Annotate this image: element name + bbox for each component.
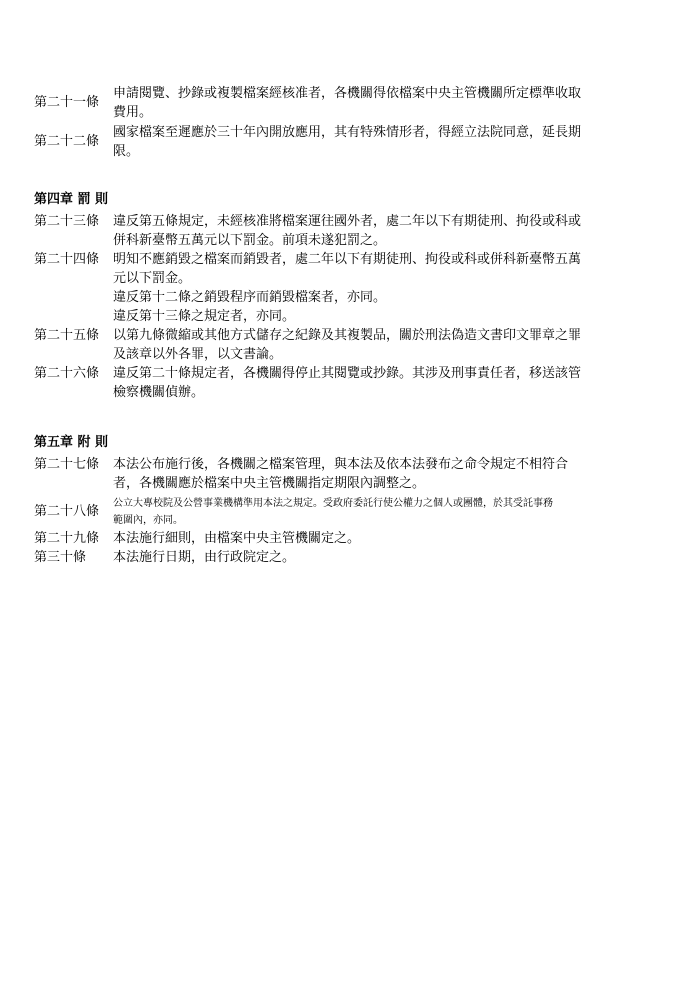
article-22 bbox=[0, 123, 700, 161]
article-30 bbox=[0, 548, 700, 567]
article-line: 本法公布施行後，各機關之檔案管理，與本法及依本法發布之命令規定不相符合 bbox=[113, 457, 569, 472]
article-29 bbox=[0, 529, 700, 548]
chapter-3-section bbox=[0, 84, 700, 161]
article-label: 第二十三條 bbox=[34, 214, 100, 229]
article-line: 違反第十三條之規定者，亦同。 bbox=[113, 309, 296, 324]
article-line: 國家檔案至遲應於三十年內開放應用，其有特殊情形者，得經立法院同意，延長期 bbox=[113, 125, 582, 140]
article-text bbox=[113, 326, 623, 364]
article-text bbox=[113, 364, 623, 402]
article-line: 元以下罰金。 bbox=[113, 271, 192, 286]
article-line: 併科新臺幣五萬元以下罰金。前項未遂犯罰之。 bbox=[113, 233, 387, 248]
article-line: 違反第五條規定，未經核准將檔案運往國外者，處二年以下有期徒刑、拘役或科或 bbox=[113, 214, 582, 229]
article-line: 申請閱覽、抄錄或複製檔案經核准者，各機關得依檔案中央主管機關所定標準收取 bbox=[113, 86, 582, 101]
article-label: 第二十八條 bbox=[34, 504, 100, 519]
article-24 bbox=[0, 250, 700, 326]
chapter-heading: 第四章 罰 則 bbox=[34, 192, 109, 207]
article-text bbox=[113, 84, 623, 122]
article-line: 本法施行細則，由檔案中央主管機關定之。 bbox=[113, 531, 361, 546]
article-label: 第二十七條 bbox=[34, 457, 100, 472]
article-label: 第二十九條 bbox=[34, 531, 100, 546]
article-label: 第二十五條 bbox=[34, 328, 100, 343]
article-line: 違反第十二條之銷毀程序而銷毀檔案者，亦同。 bbox=[113, 290, 387, 305]
article-27 bbox=[0, 455, 700, 493]
article-label: 第二十六條 bbox=[34, 366, 100, 381]
article-text bbox=[113, 495, 623, 529]
article-text bbox=[113, 455, 623, 493]
article-text bbox=[113, 212, 623, 250]
article-28 bbox=[0, 495, 700, 529]
article-label: 第二十二條 bbox=[34, 134, 100, 149]
article-line: 範圍內，亦同。 bbox=[113, 515, 183, 526]
article-label: 第二十一條 bbox=[34, 95, 100, 110]
article-line: 違反第二十條規定者，各機關得停止其閱覽或抄錄。其涉及刑事責任者，移送該管 bbox=[113, 366, 582, 381]
article-line: 者，各機關應於檔案中央主管機關指定期限內調整之。 bbox=[113, 476, 426, 491]
article-25 bbox=[0, 326, 700, 364]
article-23 bbox=[0, 212, 700, 250]
article-line: 以第九條微縮或其他方式儲存之紀錄及其複製品，關於刑法偽造文書印文罪章之罪 bbox=[113, 328, 582, 343]
article-label: 第二十四條 bbox=[34, 252, 100, 267]
article-line: 檢察機關偵辦。 bbox=[113, 385, 205, 400]
article-text bbox=[113, 250, 623, 326]
chapter-heading: 第五章 附 則 bbox=[34, 435, 109, 450]
article-line: 限。 bbox=[113, 144, 140, 159]
article-26 bbox=[0, 364, 700, 402]
article-21 bbox=[0, 84, 700, 122]
article-line: 及該章以外各罪，以文書論。 bbox=[113, 347, 283, 362]
article-line: 費用。 bbox=[113, 105, 153, 120]
article-line: 明知不應銷毀之檔案而銷毀者，處二年以下有期徒刑、拘役或科或併科新臺幣五萬 bbox=[113, 252, 582, 267]
article-text bbox=[113, 123, 623, 161]
article-text bbox=[113, 529, 623, 548]
article-line: 本法施行日期，由行政院定之。 bbox=[113, 550, 296, 565]
article-label: 第三十條 bbox=[34, 550, 87, 565]
article-text bbox=[113, 548, 623, 567]
article-line: 公立大專校院及公營事業機構準用本法之規定。受政府委託行使公權力之個人或團體，於其受託事務 bbox=[113, 498, 553, 509]
